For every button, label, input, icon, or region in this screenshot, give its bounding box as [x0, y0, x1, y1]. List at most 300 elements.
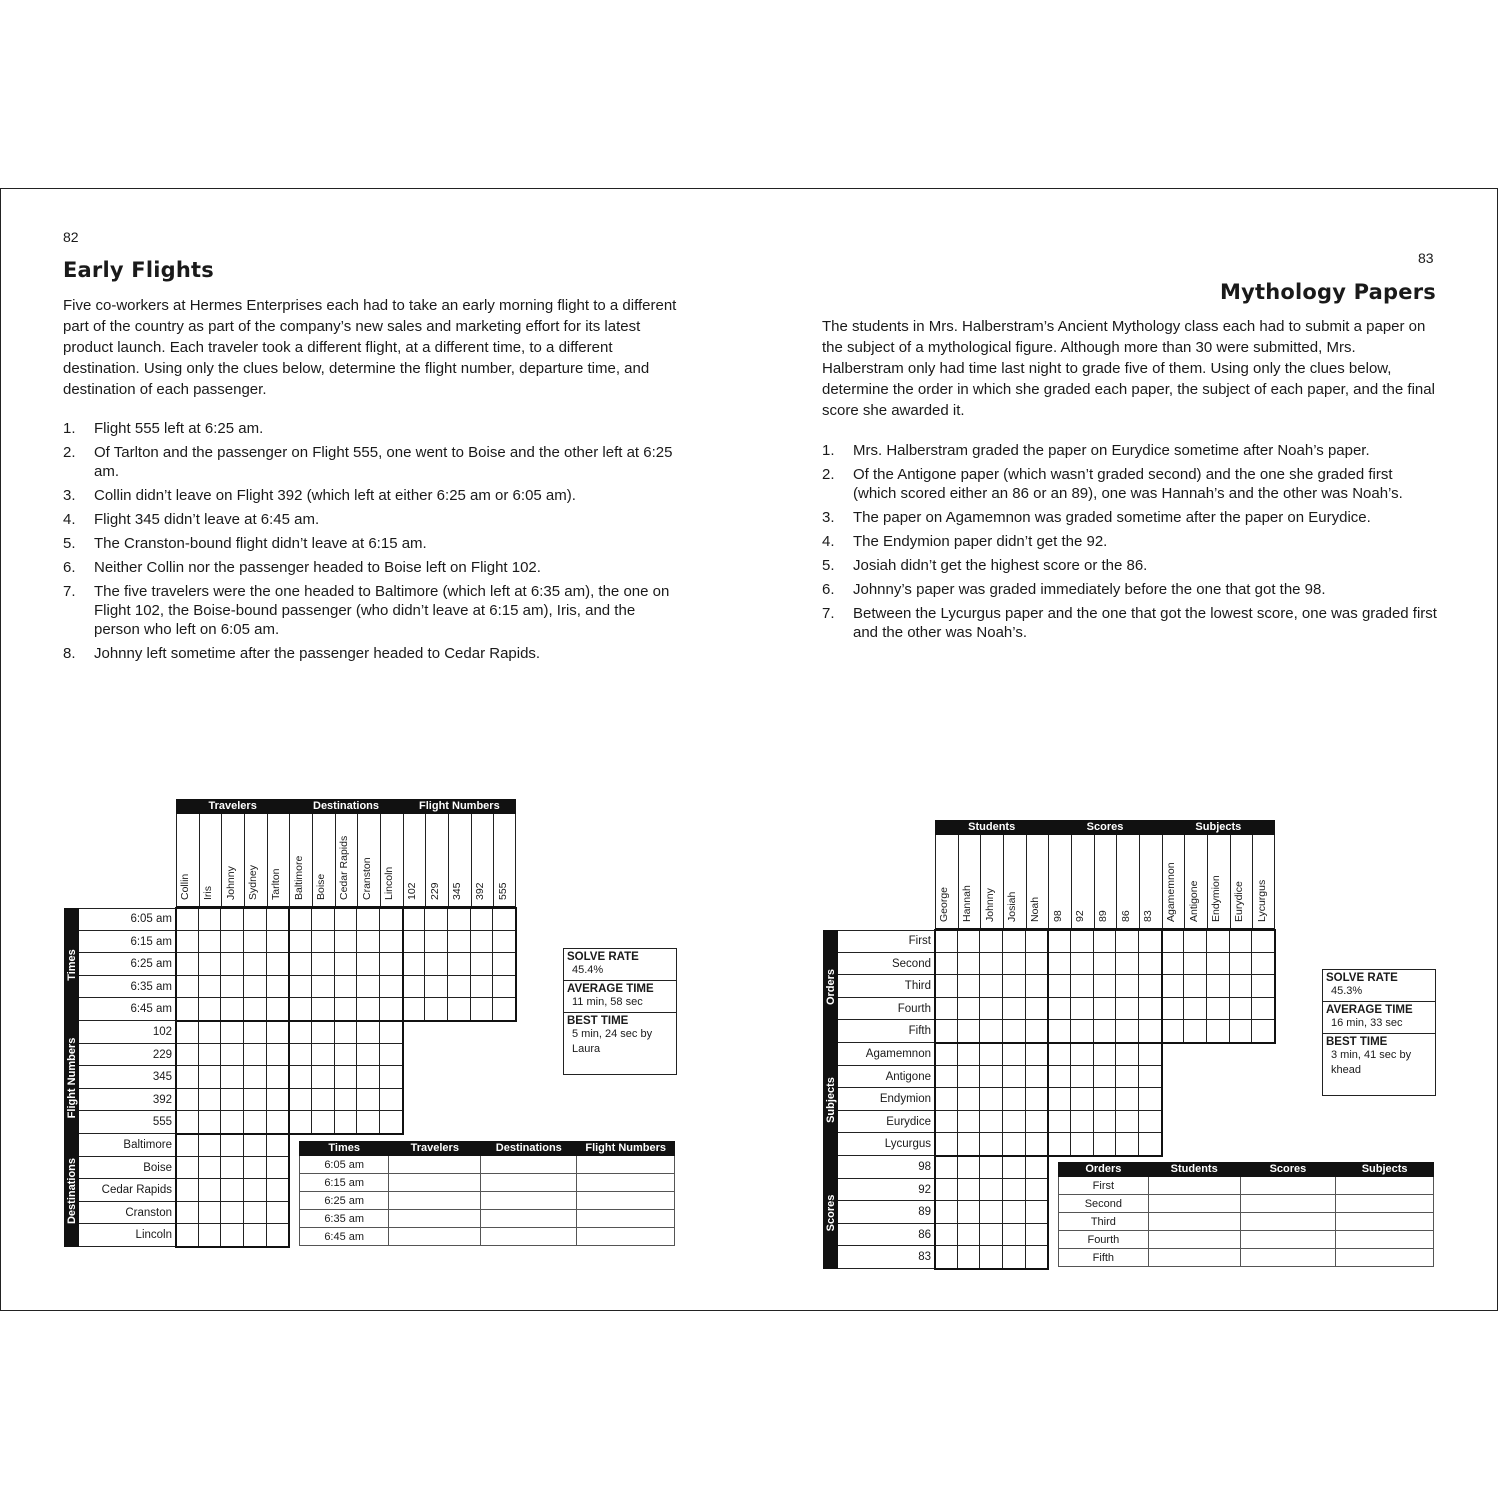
- grid-cell[interactable]: [244, 1179, 267, 1202]
- grid-cell[interactable]: [221, 1066, 244, 1089]
- answer-cell[interactable]: [389, 1228, 481, 1246]
- grid-cell[interactable]: [289, 1066, 312, 1089]
- grid-cell[interactable]: [1026, 1111, 1049, 1134]
- answer-cell[interactable]: [1148, 1177, 1240, 1195]
- grid-cell[interactable]: [1094, 953, 1117, 976]
- grid-cell[interactable]: [1139, 1020, 1162, 1043]
- grid-cell[interactable]: [312, 1021, 335, 1044]
- grid-cell[interactable]: [448, 998, 471, 1021]
- grid-cell[interactable]: [312, 1044, 335, 1067]
- grid-cell[interactable]: [176, 1134, 199, 1157]
- answer-cell[interactable]: [389, 1192, 481, 1210]
- grid-cell[interactable]: [199, 1111, 222, 1134]
- grid-cell[interactable]: [244, 1044, 267, 1067]
- grid-cell[interactable]: [935, 1179, 958, 1202]
- grid-cell[interactable]: [403, 998, 426, 1021]
- grid-cell[interactable]: [267, 1066, 290, 1089]
- grid-cell[interactable]: [312, 908, 335, 931]
- grid-cell[interactable]: [335, 1111, 358, 1134]
- answer-cell[interactable]: [1336, 1231, 1434, 1249]
- grid-cell[interactable]: [244, 1021, 267, 1044]
- grid-cell[interactable]: [1184, 930, 1207, 953]
- grid-cell[interactable]: [958, 998, 981, 1021]
- grid-cell[interactable]: [1207, 930, 1230, 953]
- grid-cell[interactable]: [380, 931, 403, 954]
- grid-cell[interactable]: [312, 976, 335, 999]
- grid-cell[interactable]: [357, 976, 380, 999]
- grid-cell[interactable]: [1184, 1020, 1207, 1043]
- grid-cell[interactable]: [221, 1134, 244, 1157]
- grid-cell[interactable]: [380, 1066, 403, 1089]
- grid-cell[interactable]: [1139, 1088, 1162, 1111]
- grid-cell[interactable]: [1003, 1111, 1026, 1134]
- grid-cell[interactable]: [357, 953, 380, 976]
- grid-cell[interactable]: [380, 976, 403, 999]
- grid-cell[interactable]: [1116, 953, 1139, 976]
- grid-cell[interactable]: [1139, 930, 1162, 953]
- grid-cell[interactable]: [221, 1021, 244, 1044]
- grid-cell[interactable]: [1071, 1088, 1094, 1111]
- grid-cell[interactable]: [176, 931, 199, 954]
- grid-cell[interactable]: [980, 1043, 1003, 1066]
- answer-cell[interactable]: [1336, 1177, 1434, 1195]
- grid-cell[interactable]: [244, 1111, 267, 1134]
- grid-cell[interactable]: [935, 953, 958, 976]
- grid-cell[interactable]: [1094, 930, 1117, 953]
- grid-cell[interactable]: [176, 1044, 199, 1067]
- grid-cell[interactable]: [199, 1134, 222, 1157]
- grid-cell[interactable]: [244, 1202, 267, 1225]
- grid-cell[interactable]: [980, 1066, 1003, 1089]
- grid-cell[interactable]: [176, 1157, 199, 1180]
- grid-cell[interactable]: [935, 1156, 958, 1179]
- grid-cell[interactable]: [267, 1111, 290, 1134]
- grid-cell[interactable]: [403, 908, 426, 931]
- grid-cell[interactable]: [958, 1179, 981, 1202]
- grid-cell[interactable]: [357, 998, 380, 1021]
- grid-cell[interactable]: [980, 1156, 1003, 1179]
- grid-cell[interactable]: [1116, 1043, 1139, 1066]
- grid-cell[interactable]: [335, 1066, 358, 1089]
- grid-cell[interactable]: [958, 1043, 981, 1066]
- grid-cell[interactable]: [357, 1044, 380, 1067]
- grid-cell[interactable]: [935, 1066, 958, 1089]
- grid-cell[interactable]: [357, 931, 380, 954]
- grid-cell[interactable]: [958, 1156, 981, 1179]
- grid-cell[interactable]: [1207, 953, 1230, 976]
- grid-cell[interactable]: [958, 1246, 981, 1269]
- grid-cell[interactable]: [1071, 998, 1094, 1021]
- grid-cell[interactable]: [1071, 1111, 1094, 1134]
- grid-cell[interactable]: [357, 908, 380, 931]
- grid-cell[interactable]: [267, 1157, 290, 1180]
- grid-cell[interactable]: [221, 1089, 244, 1112]
- grid-cell[interactable]: [493, 953, 516, 976]
- grid-cell[interactable]: [267, 1202, 290, 1225]
- grid-cell[interactable]: [493, 998, 516, 1021]
- grid-cell[interactable]: [425, 976, 448, 999]
- grid-cell[interactable]: [1139, 1111, 1162, 1134]
- grid-cell[interactable]: [1003, 1088, 1026, 1111]
- grid-cell[interactable]: [221, 1179, 244, 1202]
- grid-cell[interactable]: [935, 1246, 958, 1269]
- grid-cell[interactable]: [176, 1111, 199, 1134]
- grid-cell[interactable]: [1026, 1020, 1049, 1043]
- grid-cell[interactable]: [1003, 1043, 1026, 1066]
- grid-cell[interactable]: [1048, 930, 1071, 953]
- grid-cell[interactable]: [1003, 975, 1026, 998]
- grid-cell[interactable]: [267, 953, 290, 976]
- grid-cell[interactable]: [1139, 998, 1162, 1021]
- grid-cell[interactable]: [221, 976, 244, 999]
- grid-cell[interactable]: [1252, 975, 1275, 998]
- answer-cell[interactable]: [1148, 1249, 1240, 1267]
- grid-cell[interactable]: [958, 1066, 981, 1089]
- grid-cell[interactable]: [1071, 953, 1094, 976]
- grid-cell[interactable]: [493, 908, 516, 931]
- grid-cell[interactable]: [289, 931, 312, 954]
- grid-cell[interactable]: [448, 953, 471, 976]
- grid-cell[interactable]: [199, 1157, 222, 1180]
- grid-cell[interactable]: [221, 1157, 244, 1180]
- grid-cell[interactable]: [1230, 975, 1253, 998]
- grid-cell[interactable]: [380, 1021, 403, 1044]
- grid-cell[interactable]: [471, 931, 494, 954]
- grid-cell[interactable]: [1252, 930, 1275, 953]
- grid-cell[interactable]: [357, 1021, 380, 1044]
- grid-cell[interactable]: [244, 1157, 267, 1180]
- grid-cell[interactable]: [1139, 1066, 1162, 1089]
- grid-cell[interactable]: [1003, 930, 1026, 953]
- grid-cell[interactable]: [980, 930, 1003, 953]
- grid-cell[interactable]: [267, 976, 290, 999]
- grid-cell[interactable]: [980, 1201, 1003, 1224]
- grid-cell[interactable]: [958, 1201, 981, 1224]
- grid-cell[interactable]: [1048, 998, 1071, 1021]
- grid-cell[interactable]: [1026, 1043, 1049, 1066]
- grid-cell[interactable]: [176, 998, 199, 1021]
- grid-cell[interactable]: [493, 976, 516, 999]
- grid-cell[interactable]: [289, 1111, 312, 1134]
- grid-cell[interactable]: [958, 1224, 981, 1247]
- answer-cell[interactable]: [481, 1228, 577, 1246]
- grid-cell[interactable]: [1026, 1156, 1049, 1179]
- grid-cell[interactable]: [1207, 1020, 1230, 1043]
- grid-cell[interactable]: [335, 931, 358, 954]
- grid-cell[interactable]: [335, 976, 358, 999]
- answer-cell[interactable]: [389, 1156, 481, 1174]
- grid-cell[interactable]: [1252, 998, 1275, 1021]
- grid-cell[interactable]: [221, 931, 244, 954]
- grid-cell[interactable]: [312, 931, 335, 954]
- grid-cell[interactable]: [244, 931, 267, 954]
- grid-cell[interactable]: [1003, 1224, 1026, 1247]
- grid-cell[interactable]: [176, 908, 199, 931]
- grid-cell[interactable]: [312, 1111, 335, 1134]
- grid-cell[interactable]: [221, 953, 244, 976]
- grid-cell[interactable]: [199, 976, 222, 999]
- grid-cell[interactable]: [980, 1179, 1003, 1202]
- grid-cell[interactable]: [1252, 953, 1275, 976]
- grid-cell[interactable]: [199, 1179, 222, 1202]
- grid-cell[interactable]: [199, 953, 222, 976]
- grid-cell[interactable]: [312, 998, 335, 1021]
- grid-cell[interactable]: [425, 931, 448, 954]
- grid-cell[interactable]: [380, 1089, 403, 1112]
- answer-cell[interactable]: [577, 1210, 675, 1228]
- grid-cell[interactable]: [1116, 1066, 1139, 1089]
- grid-cell[interactable]: [244, 976, 267, 999]
- grid-cell[interactable]: [380, 1111, 403, 1134]
- grid-cell[interactable]: [267, 998, 290, 1021]
- grid-cell[interactable]: [1139, 953, 1162, 976]
- grid-cell[interactable]: [1139, 975, 1162, 998]
- answer-cell[interactable]: [1336, 1195, 1434, 1213]
- grid-cell[interactable]: [244, 1224, 267, 1247]
- answer-cell[interactable]: [1148, 1195, 1240, 1213]
- grid-cell[interactable]: [1184, 998, 1207, 1021]
- grid-cell[interactable]: [1094, 1111, 1117, 1134]
- grid-cell[interactable]: [335, 1021, 358, 1044]
- grid-cell[interactable]: [1139, 1133, 1162, 1156]
- answer-cell[interactable]: [1240, 1213, 1336, 1231]
- grid-cell[interactable]: [448, 908, 471, 931]
- grid-cell[interactable]: [1026, 1088, 1049, 1111]
- grid-cell[interactable]: [1026, 930, 1049, 953]
- grid-cell[interactable]: [1162, 975, 1185, 998]
- grid-cell[interactable]: [289, 908, 312, 931]
- grid-cell[interactable]: [1230, 953, 1253, 976]
- grid-cell[interactable]: [1003, 1020, 1026, 1043]
- grid-cell[interactable]: [980, 953, 1003, 976]
- answer-cell[interactable]: [389, 1174, 481, 1192]
- grid-cell[interactable]: [312, 1089, 335, 1112]
- grid-cell[interactable]: [403, 953, 426, 976]
- grid-cell[interactable]: [176, 1066, 199, 1089]
- grid-cell[interactable]: [958, 1111, 981, 1134]
- grid-cell[interactable]: [1003, 1156, 1026, 1179]
- grid-cell[interactable]: [1048, 953, 1071, 976]
- grid-cell[interactable]: [958, 975, 981, 998]
- grid-cell[interactable]: [1230, 1020, 1253, 1043]
- grid-cell[interactable]: [980, 1088, 1003, 1111]
- grid-cell[interactable]: [1139, 1043, 1162, 1066]
- grid-cell[interactable]: [335, 953, 358, 976]
- grid-cell[interactable]: [935, 1133, 958, 1156]
- answer-cell[interactable]: [577, 1192, 675, 1210]
- grid-cell[interactable]: [176, 1179, 199, 1202]
- grid-cell[interactable]: [1026, 1246, 1049, 1269]
- grid-cell[interactable]: [244, 1066, 267, 1089]
- grid-cell[interactable]: [448, 931, 471, 954]
- grid-cell[interactable]: [980, 975, 1003, 998]
- grid-cell[interactable]: [1003, 1201, 1026, 1224]
- grid-cell[interactable]: [244, 908, 267, 931]
- grid-cell[interactable]: [267, 1179, 290, 1202]
- grid-cell[interactable]: [312, 1066, 335, 1089]
- grid-cell[interactable]: [1071, 1133, 1094, 1156]
- grid-cell[interactable]: [980, 1020, 1003, 1043]
- grid-cell[interactable]: [1048, 1088, 1071, 1111]
- answer-cell[interactable]: [1240, 1177, 1336, 1195]
- grid-cell[interactable]: [312, 953, 335, 976]
- grid-cell[interactable]: [380, 908, 403, 931]
- grid-cell[interactable]: [1071, 1020, 1094, 1043]
- grid-cell[interactable]: [289, 976, 312, 999]
- grid-cell[interactable]: [1207, 998, 1230, 1021]
- answer-cell[interactable]: [389, 1210, 481, 1228]
- grid-cell[interactable]: [1071, 930, 1094, 953]
- grid-cell[interactable]: [1252, 1020, 1275, 1043]
- grid-cell[interactable]: [935, 1201, 958, 1224]
- grid-cell[interactable]: [199, 1089, 222, 1112]
- grid-cell[interactable]: [1003, 1133, 1026, 1156]
- grid-cell[interactable]: [1048, 1111, 1071, 1134]
- grid-cell[interactable]: [244, 953, 267, 976]
- grid-cell[interactable]: [221, 908, 244, 931]
- grid-cell[interactable]: [221, 1044, 244, 1067]
- grid-cell[interactable]: [267, 1044, 290, 1067]
- grid-cell[interactable]: [1162, 1020, 1185, 1043]
- grid-cell[interactable]: [267, 1021, 290, 1044]
- grid-cell[interactable]: [221, 1202, 244, 1225]
- grid-cell[interactable]: [980, 998, 1003, 1021]
- grid-cell[interactable]: [1026, 1224, 1049, 1247]
- grid-cell[interactable]: [1026, 1133, 1049, 1156]
- grid-cell[interactable]: [1048, 1020, 1071, 1043]
- grid-cell[interactable]: [1094, 998, 1117, 1021]
- grid-cell[interactable]: [1162, 930, 1185, 953]
- grid-cell[interactable]: [935, 998, 958, 1021]
- grid-cell[interactable]: [935, 975, 958, 998]
- grid-cell[interactable]: [958, 1020, 981, 1043]
- grid-cell[interactable]: [1162, 998, 1185, 1021]
- grid-cell[interactable]: [1026, 1201, 1049, 1224]
- grid-cell[interactable]: [289, 1089, 312, 1112]
- answer-cell[interactable]: [1336, 1213, 1434, 1231]
- grid-cell[interactable]: [335, 1089, 358, 1112]
- grid-cell[interactable]: [176, 1021, 199, 1044]
- grid-cell[interactable]: [357, 1111, 380, 1134]
- grid-cell[interactable]: [176, 976, 199, 999]
- grid-cell[interactable]: [471, 998, 494, 1021]
- grid-cell[interactable]: [244, 998, 267, 1021]
- grid-cell[interactable]: [289, 1044, 312, 1067]
- grid-cell[interactable]: [221, 1224, 244, 1247]
- answer-cell[interactable]: [1148, 1231, 1240, 1249]
- grid-cell[interactable]: [1026, 975, 1049, 998]
- grid-cell[interactable]: [176, 1224, 199, 1247]
- grid-cell[interactable]: [1116, 930, 1139, 953]
- grid-cell[interactable]: [1071, 1066, 1094, 1089]
- grid-cell[interactable]: [980, 1111, 1003, 1134]
- grid-cell[interactable]: [1184, 953, 1207, 976]
- grid-cell[interactable]: [1048, 975, 1071, 998]
- grid-cell[interactable]: [1003, 953, 1026, 976]
- grid-cell[interactable]: [289, 953, 312, 976]
- grid-cell[interactable]: [935, 1043, 958, 1066]
- grid-cell[interactable]: [935, 1020, 958, 1043]
- grid-cell[interactable]: [980, 1246, 1003, 1269]
- answer-cell[interactable]: [1336, 1249, 1434, 1267]
- grid-cell[interactable]: [403, 931, 426, 954]
- grid-cell[interactable]: [267, 1224, 290, 1247]
- grid-cell[interactable]: [267, 1134, 290, 1157]
- grid-cell[interactable]: [425, 998, 448, 1021]
- answer-cell[interactable]: [481, 1156, 577, 1174]
- grid-cell[interactable]: [958, 930, 981, 953]
- grid-cell[interactable]: [1116, 975, 1139, 998]
- grid-cell[interactable]: [1230, 998, 1253, 1021]
- grid-cell[interactable]: [1094, 1088, 1117, 1111]
- grid-cell[interactable]: [1094, 1066, 1117, 1089]
- grid-cell[interactable]: [958, 1088, 981, 1111]
- grid-cell[interactable]: [980, 1133, 1003, 1156]
- grid-cell[interactable]: [199, 1066, 222, 1089]
- grid-cell[interactable]: [935, 1088, 958, 1111]
- answer-cell[interactable]: [481, 1192, 577, 1210]
- grid-cell[interactable]: [380, 953, 403, 976]
- grid-cell[interactable]: [958, 1133, 981, 1156]
- grid-cell[interactable]: [403, 976, 426, 999]
- grid-cell[interactable]: [289, 1021, 312, 1044]
- grid-cell[interactable]: [1026, 998, 1049, 1021]
- grid-cell[interactable]: [935, 1111, 958, 1134]
- grid-cell[interactable]: [1162, 953, 1185, 976]
- grid-cell[interactable]: [1026, 1066, 1049, 1089]
- grid-cell[interactable]: [1184, 975, 1207, 998]
- grid-cell[interactable]: [267, 1089, 290, 1112]
- grid-cell[interactable]: [493, 931, 516, 954]
- grid-cell[interactable]: [199, 998, 222, 1021]
- grid-cell[interactable]: [221, 998, 244, 1021]
- grid-cell[interactable]: [1116, 1111, 1139, 1134]
- grid-cell[interactable]: [471, 953, 494, 976]
- answer-cell[interactable]: [577, 1174, 675, 1192]
- answer-cell[interactable]: [481, 1210, 577, 1228]
- grid-cell[interactable]: [935, 930, 958, 953]
- grid-cell[interactable]: [425, 953, 448, 976]
- answer-cell[interactable]: [1240, 1231, 1336, 1249]
- grid-cell[interactable]: [1094, 1133, 1117, 1156]
- grid-cell[interactable]: [380, 998, 403, 1021]
- grid-cell[interactable]: [935, 1224, 958, 1247]
- grid-cell[interactable]: [199, 931, 222, 954]
- grid-cell[interactable]: [1071, 1043, 1094, 1066]
- grid-cell[interactable]: [1003, 998, 1026, 1021]
- grid-cell[interactable]: [1048, 1043, 1071, 1066]
- grid-cell[interactable]: [1026, 1179, 1049, 1202]
- grid-cell[interactable]: [1048, 1133, 1071, 1156]
- answer-cell[interactable]: [1240, 1249, 1336, 1267]
- answer-cell[interactable]: [481, 1174, 577, 1192]
- grid-cell[interactable]: [980, 1224, 1003, 1247]
- grid-cell[interactable]: [199, 908, 222, 931]
- grid-cell[interactable]: [471, 908, 494, 931]
- grid-cell[interactable]: [199, 1224, 222, 1247]
- grid-cell[interactable]: [425, 908, 448, 931]
- grid-cell[interactable]: [1003, 1066, 1026, 1089]
- grid-cell[interactable]: [335, 998, 358, 1021]
- grid-cell[interactable]: [357, 1066, 380, 1089]
- grid-cell[interactable]: [199, 1202, 222, 1225]
- grid-cell[interactable]: [1116, 1133, 1139, 1156]
- grid-cell[interactable]: [221, 1111, 244, 1134]
- grid-cell[interactable]: [176, 1089, 199, 1112]
- grid-cell[interactable]: [357, 1089, 380, 1112]
- grid-cell[interactable]: [1094, 1043, 1117, 1066]
- grid-cell[interactable]: [380, 1044, 403, 1067]
